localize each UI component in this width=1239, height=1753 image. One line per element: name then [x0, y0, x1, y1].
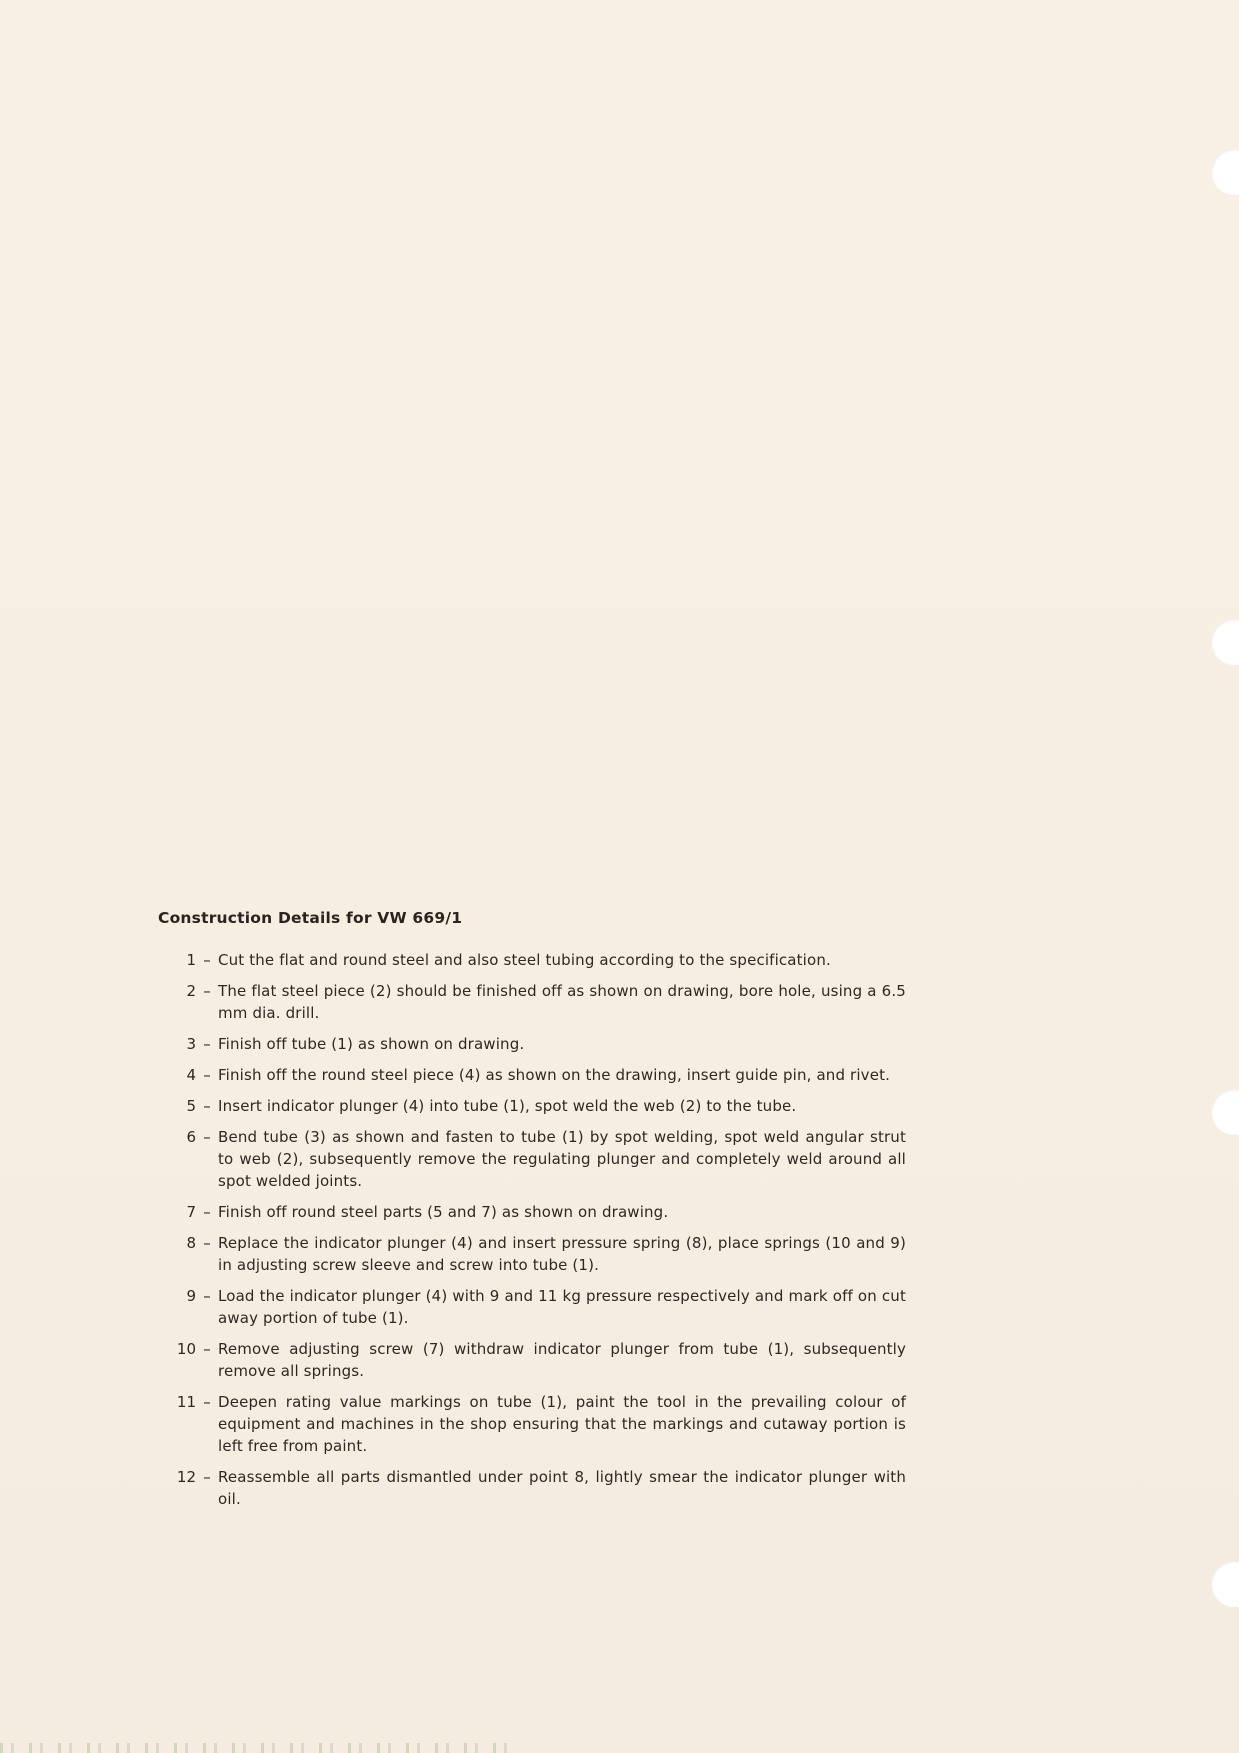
section-title: Construction Details for VW 669/1 — [158, 909, 463, 927]
punch-hole — [1211, 1561, 1239, 1607]
step-text: Finish off round steel parts (5 and 7) as shown on drawing. — [218, 1203, 669, 1221]
step-separator: – — [203, 1203, 211, 1221]
step-separator: – — [203, 1287, 211, 1305]
step-number: 6 — [186, 1128, 196, 1146]
step-separator: – — [203, 1128, 211, 1146]
step-text: Finish off tube (1) as shown on drawing. — [218, 1035, 525, 1053]
step-text: Remove adjusting screw (7) withdraw indicator plunger from tube (1), subsequently remove all springs. — [218, 1340, 906, 1380]
step-text: Deepen rating value markings on tube (1), paint the tool in the prevailing colour of equipment and machines in the shop ensuring that the markings and cutaway portion is left free from paint. — [218, 1393, 906, 1455]
step-text: Load the indicator plunger (4) with 9 and 11 kg pressure respectively and mark off on cut away portion of tube (1). — [218, 1287, 906, 1327]
step-separator: – — [203, 982, 211, 1000]
list-item — [158, 1466, 906, 1510]
list-item — [158, 1232, 906, 1276]
step-number: 3 — [186, 1035, 196, 1053]
list-item — [158, 1201, 906, 1223]
step-separator: – — [203, 951, 211, 969]
paper-edge-speckle — [0, 1743, 520, 1753]
step-separator: – — [203, 1393, 211, 1411]
step-number: 11 — [176, 1393, 196, 1411]
step-text: Reassemble all parts dismantled under point 8, lightly smear the indicator plunger with oil. — [218, 1468, 906, 1508]
step-text: The flat steel piece (2) should be finished off as shown on drawing, bore hole, using a 6.5 mm dia. drill. — [218, 982, 906, 1022]
step-text: Bend tube (3) as shown and fasten to tube (1) by spot welding, spot weld angular strut to web (2), subsequently remove the regulating plunger and completely weld around all spot welded joints. — [218, 1128, 906, 1190]
step-number: 1 — [186, 951, 196, 969]
step-separator: – — [203, 1035, 211, 1053]
step-number: 7 — [186, 1203, 196, 1221]
step-text: Cut the flat and round steel and also steel tubing according to the specification. — [218, 951, 831, 969]
list-item — [158, 1285, 906, 1329]
step-text: Replace the indicator plunger (4) and insert pressure spring (8), place springs (10 and 9) in adjusting screw sleeve and screw into tube (1). — [218, 1234, 906, 1274]
step-number: 2 — [186, 982, 196, 1000]
step-number: 4 — [186, 1066, 196, 1084]
step-number: 10 — [176, 1340, 196, 1358]
list-item — [158, 1126, 906, 1192]
list-item — [158, 949, 906, 971]
step-separator: – — [203, 1097, 211, 1115]
step-separator: – — [203, 1340, 211, 1358]
step-text: Insert indicator plunger (4) into tube (1), spot weld the web (2) to the tube. — [218, 1097, 797, 1115]
list-item — [158, 1033, 906, 1055]
list-item — [158, 1338, 906, 1382]
list-item — [158, 980, 906, 1024]
punch-hole — [1211, 1089, 1239, 1135]
steps-list — [158, 949, 906, 1510]
step-separator: – — [203, 1066, 211, 1084]
step-separator: – — [203, 1468, 211, 1486]
list-item — [158, 1064, 906, 1086]
step-separator: – — [203, 1234, 211, 1252]
construction-details-section — [158, 909, 906, 1519]
step-text: Finish off the round steel piece (4) as shown on the drawing, insert guide pin, and rivet. — [218, 1066, 891, 1084]
punch-hole — [1211, 619, 1239, 665]
punch-hole — [1211, 149, 1239, 195]
step-number: 5 — [186, 1097, 196, 1115]
step-number: 9 — [186, 1287, 196, 1305]
list-item — [158, 1095, 906, 1117]
step-number: 8 — [186, 1234, 196, 1252]
step-number: 12 — [176, 1468, 196, 1486]
list-item — [158, 1391, 906, 1457]
